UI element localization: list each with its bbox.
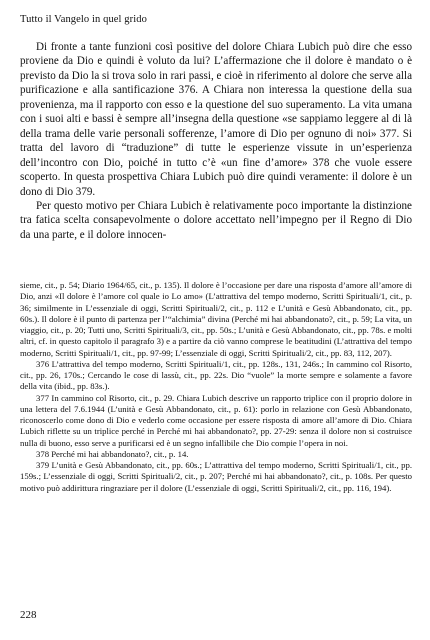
paragraph-2: Per questo motivo per Chiara Lubich è relativamente poco importante la distinzione tra fatica scelta consapevolmente o dolore accettato nell’impegno per il Regno di Dio da una parte, e il dolore innocen- (20, 199, 412, 241)
footnote-378: 378 Perché mi hai abbandonato?, cit., p. 14. (36, 448, 189, 459)
footnotes (20, 280, 412, 494)
footnote-379: 379 L’unità e Gesù Abbandonato, cit., pp. 60s.; L’attrattiva del tempo moderno, Scritti Spirituali/1, cit., pp. 159s.; L’essenziale di oggi, Scritti Spirituali/2, cit., p. 207; Perché mi hai abbandonato?, cit., p. 108s. Per questo motivo può addirittura ringraziare per il dolore (L’essenziale di oggi, Scritti Spirituali/2, cit., pp. 116, 194). (20, 460, 412, 493)
running-head: Tutto il Vangelo in quel grido (20, 14, 147, 25)
footnote-continuation: sieme, cit., p. 54; Diario 1964/65, cit., p. 135). Il dolore è l’occasione per dare una risposta d’amore all’amore di Dio, anzi «Il dolore è l’amore col quale io Lo amo» (L’attrattiva del tempo moderno, Scritti Spirituali/1, cit., p. 36; similmente in L’essenziale di oggi, Scritti Spirituali/2, cit., p. 112 e L’unità e Gesù Abbandonato, cit., pp. 60s.). Il dolore è il punto di partenza per l’“alchimia” divina (Perché mi hai abbandonato?, cit., p. 59; La vita, un viaggio, cit., p. 20; Tutti uno, Scritti Spirituali/3, cit., pp. 50s.; L’unità e Gesù Abbandonato, cit., pp. 78s. e molti altri, cf. in questo capitolo il paragrafo 3) e a partire da ciò vanno comprese le beatitudini (L’attrattiva del tempo moderno, Scritti Spirituali/1, cit., pp. 97-99; L’essenziale di oggi, Scritti Spirituali/2, cit., pp. 83, 112, 207). (20, 280, 412, 358)
main-text (20, 40, 412, 242)
footnote-376: 376 L’attrattiva del tempo moderno, Scritti Spirituali/1, cit., pp. 128s., 131, 246s.; In cammino col Risorto, cit., pp. 26, 170s.; Cercando le cose di lassù, cit., pp. 22s. Dio “vuole” la morte sempre e solamente a favore della vita (ibid., pp. 83s.). (20, 358, 412, 392)
paragraph-1: Di fronte a tante funzioni così positive del dolore Chiara Lubich può dire che esso proviene da Dio e quindi è voluto da lui? L’affermazione che il dolore è mandato o è previsto da Dio la si trova solo in rari passi, e cioè in riferimento al dolore che serve alla purificazione e alla santificazione 376. A Chiara non interessa la questione della sua provenienza, ma il rapporto con esso e la questione del suo superamento. La vita umana con i suoi alti e bassi è sempre all’insegna della questione «se sappiamo leggere al di là della trama delle varie personali sofferenze, l’amore di Dio per ognuno di noi» 377. Si tratta del lavoro di “traduzione” di tutte le esperienze vissute in un’esperienza dell’incontro con Dio, poiché in tutto c’è «un fine d’amore» 378 che vuole essere scoperto. In questa prospettiva Chiara Lubich può dire quindi veramente: il dolore è un dono di Dio 379. (20, 41, 412, 198)
footnote-377: 377 In cammino col Risorto, cit., p. 29. Chiara Lubich descrive un rapporto triplice con il proprio dolore in una lettera del 7.6.1944 (L’unità e Gesù Abbandonato, cit., p. 61): porlo in relazione con Gesù Abbandonato, riconoscerlo come dono di Dio e vederlo come occasione per essere risposta di amore all’amore di Dio. Chiara Lubich riflette su un triplice perché in Perché mi hai abbandonato?, pp. 27-29: senza il dolore non si costruisce nulla di buono, esso serve a purificarsi ed è un segno infallibile che Dio compie l’opera in noi. (20, 392, 412, 448)
page-number: 228 (20, 609, 37, 621)
